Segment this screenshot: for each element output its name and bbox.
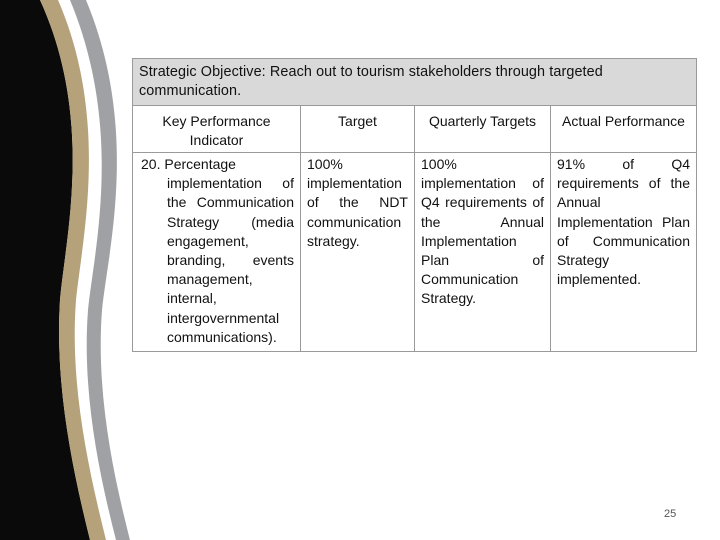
strategic-objective: Strategic Objective: Reach out to tourism stakeholders through targeted communication. (133, 59, 697, 106)
target-cell: 100% implementation of the NDT communication strategy. (301, 153, 415, 352)
kpi-description: implementation of the Communication Strategy (media engagement, branding, events management, internal, intergovernmental communications). (167, 175, 294, 345)
actual-performance-cell: 91% of Q4 requirements of the Annual Implementation Plan of Communication Strategy implemented. (551, 153, 697, 352)
header-target: Target (301, 106, 415, 153)
kpi-cell (133, 153, 301, 352)
kpi-number: 20. Percentage (141, 156, 236, 172)
quarterly-target-cell: 100% implementation of Q4 requirements of the Annual Implementation Plan of Communication Strategy. (415, 153, 551, 352)
header-quarterly-targets: Quarterly Targets (415, 106, 551, 153)
header-actual-performance: Actual Performance (551, 106, 697, 153)
table-row (133, 153, 697, 352)
performance-table (132, 58, 697, 352)
header-kpi: Key Performance Indicator (133, 106, 301, 153)
page-number: 25 (664, 508, 677, 520)
